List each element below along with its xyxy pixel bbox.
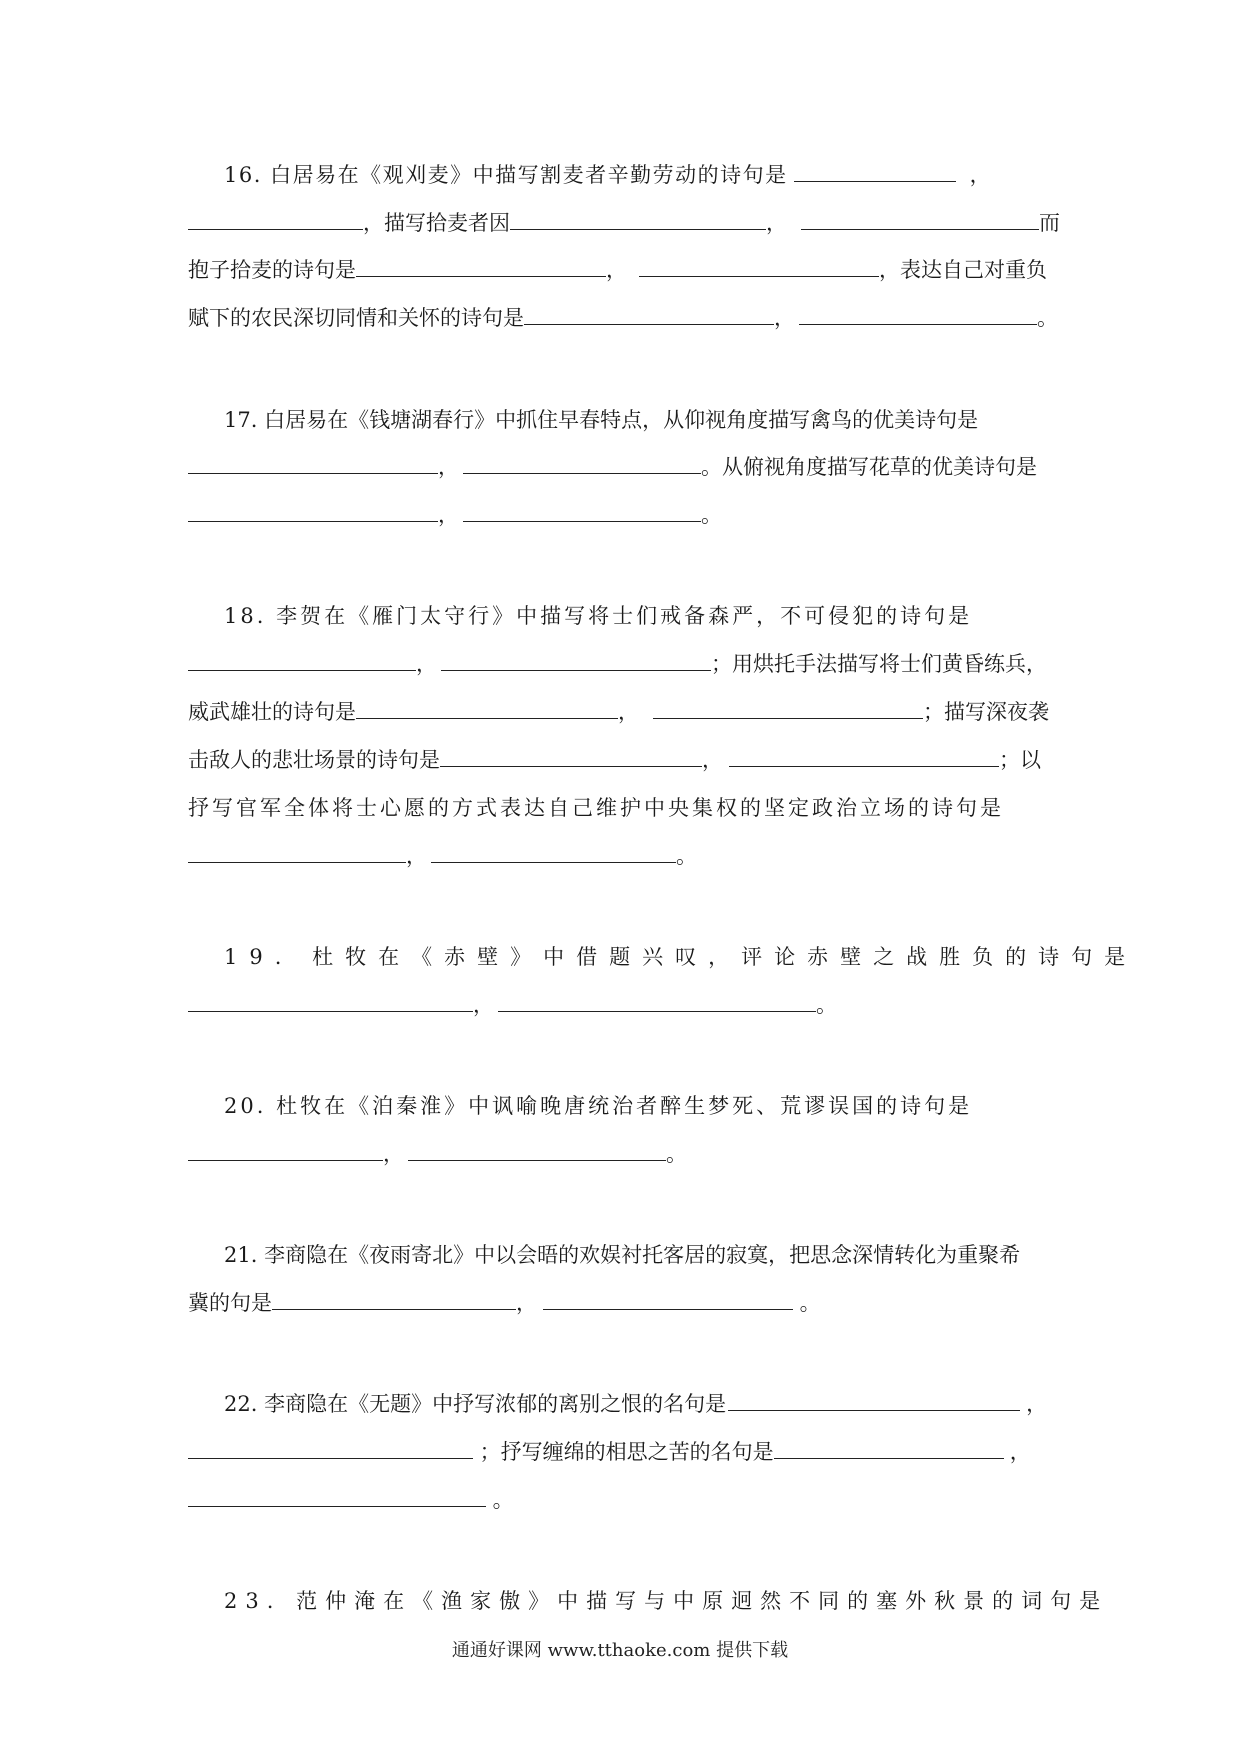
q22-line-1: 22. 李商隐在《无题》中抒写浓郁的离别之恨的名句是 ， [224,1392,1048,1416]
q21-line-2: 冀的句是 ， 。 [188,1291,821,1315]
q21-blank-1[interactable] [272,1289,516,1310]
q20-line-1 [224,1091,1060,1121]
q18-blank-6[interactable] [729,746,999,767]
q19-blank-1[interactable] [188,991,473,1012]
q17-line-1 [224,405,1060,435]
q22-blank-1[interactable] [728,1390,1020,1411]
q17-line-3: ， 。 [188,500,1060,530]
q18-blank-3[interactable] [356,698,618,719]
page-footer: 通通好课网 www.tthaoke.com 提供下载 [451,1640,789,1661]
q18-blank-4[interactable] [653,698,923,719]
q20-line-2: ， 。 [188,1139,1060,1169]
q23-line-1 [224,1586,1109,1616]
q18-blank-1[interactable] [188,650,416,671]
q17-line-2: ， 。从俯视角度描写花草的优美诗句是 [188,452,1060,482]
q22-blank-2[interactable] [188,1438,473,1459]
q20-blank-1[interactable] [188,1140,383,1161]
q23-text: 23. 范仲淹在《渔家傲》中描写与中原迥然不同的塞外秋景的词句是 [224,1589,1109,1613]
q19-text: 19. 杜牧在《赤壁》中借题兴叹，评论赤壁之战胜负的诗句是 [224,945,1138,969]
q16-blank-6[interactable] [639,256,879,277]
q18-line-4: 击敌人的悲壮场景的诗句是 ， ；以 [188,748,1041,772]
q17-blank-2[interactable] [463,453,701,474]
q18-line-2: ， ；用烘托手法描写将士们黄昏练兵， [188,649,1060,679]
q17-text: 17. 白居易在《钱塘湖春行》中抓住早春特点，从仰视角度描写禽鸟的优美诗句是 [224,408,979,432]
q20-blank-2[interactable] [408,1140,666,1161]
q22-blank-4[interactable] [188,1486,486,1507]
q20-text: 20. 杜牧在《泊秦淮》中讽喻晚唐统治者醉生梦死、荒谬误国的诗句是 [224,1094,973,1118]
q22-text: 22. 李商隐在《无题》中抒写浓郁的离别之恨的名句是 [224,1392,727,1416]
q18-line-1 [224,601,1060,631]
q22-blank-3[interactable] [774,1438,1004,1459]
q16-text: 16. 白居易在《观刈麦》中描写割麦者辛勤劳动的诗句是 [224,163,788,187]
q16-blank-4[interactable] [801,209,1039,230]
q16-blank-1[interactable] [794,161,956,182]
q19-blank-2[interactable] [498,991,816,1012]
q18-text: 18. 李贺在《雁门太守行》中描写将士们戒备森严，不可侵犯的诗句是 [224,604,973,628]
q16-blank-7[interactable] [524,304,774,325]
q16-line-3: 抱子拾麦的诗句是 ， ，表达自己对重负 [188,258,1047,282]
q16-line-2: ，描写拾麦者因 ， 而 [188,208,1060,238]
q18-line-6: ， 。 [188,841,1060,871]
q16-blank-8[interactable] [799,304,1037,325]
q21-line-1 [224,1240,1060,1270]
q18-line-3: 威武雄壮的诗句是 ， ；描写深夜袭 [188,700,1049,724]
q16-blank-5[interactable] [356,256,606,277]
q16-line-1: 16. 白居易在《观刈麦》中描写割麦者辛勤劳动的诗句是 ， [224,163,991,187]
q21-text: 21. 李商隐在《夜雨寄北》中以会晤的欢娱衬托客居的寂寞，把思念深情转化为重聚希 [224,1243,1021,1267]
q16-blank-2[interactable] [188,209,363,230]
q17-blank-3[interactable] [188,501,438,522]
q18-blank-7[interactable] [188,842,406,863]
q18-blank-2[interactable] [441,650,711,671]
q19-line-2: ， 。 [188,990,1060,1020]
q16-blank-3[interactable] [510,209,766,230]
q21-blank-2[interactable] [543,1289,793,1310]
q17-blank-1[interactable] [188,453,438,474]
q19-line-1 [224,942,1138,972]
q22-line-2: ；抒写缠绵的相思之苦的名句是 ， [188,1437,1060,1467]
q18-blank-8[interactable] [431,842,676,863]
q18-line-5: 抒写官军全体将士心愿的方式表达自己维护中央集权的坚定政治立场的诗句是 [188,796,1004,820]
q22-line-3: 。 [188,1485,1060,1515]
q16-line-4: 赋下的农民深切同情和关怀的诗句是 ， 。 [188,306,1058,330]
q17-blank-4[interactable] [463,501,701,522]
q18-blank-5[interactable] [440,746,702,767]
